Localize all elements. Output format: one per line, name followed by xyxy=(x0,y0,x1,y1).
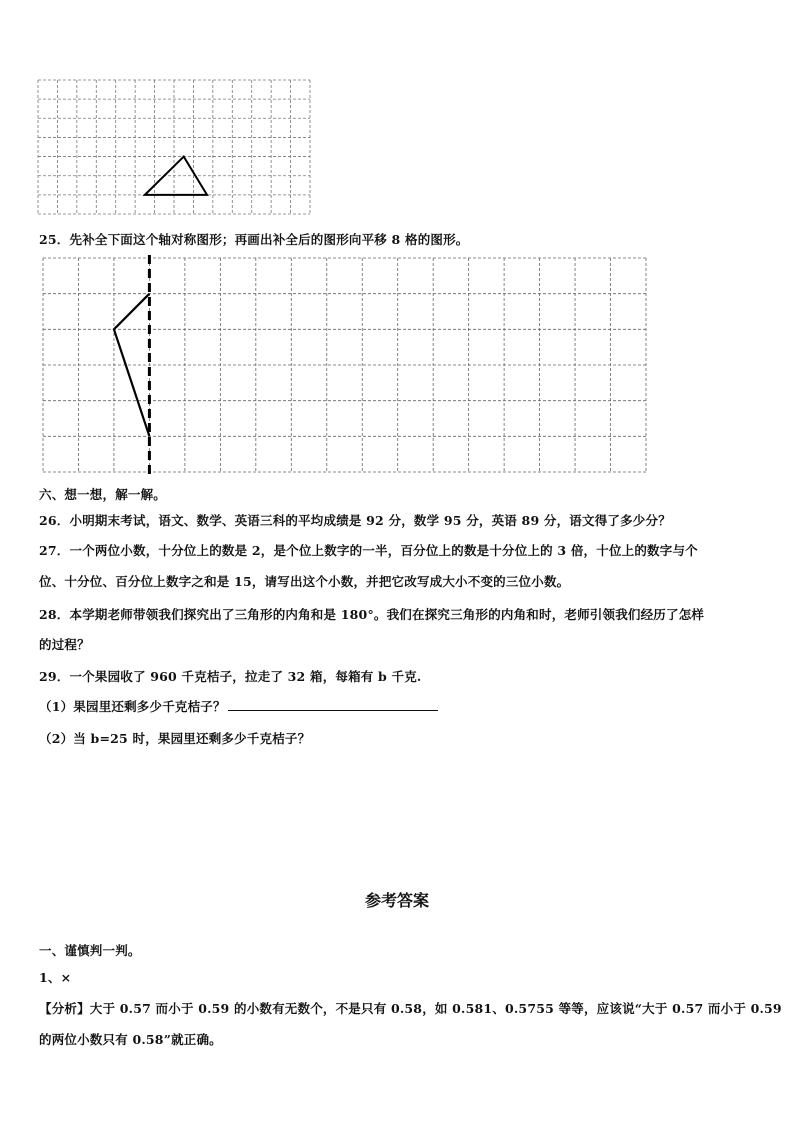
answer-blank[interactable] xyxy=(228,698,438,711)
question-28-line2: 的过程？ xyxy=(39,637,90,652)
analysis-line2: 的两位小数只有 0.58”就正确。 xyxy=(39,1032,222,1047)
question-27-line1: 27．一个两位小数，十分位上的数是 2，是个位上数字的一半，百分位上的数是十分位上的 3 倍，十位上的数字与个 xyxy=(39,543,698,558)
question-29-part1-text: （1）果园里还剩多少千克桔子？ xyxy=(39,699,226,714)
question-26: 26．小明期末考试，语文、数学、英语三科的平均成绩是 92 分，数学 95 分，英语 89 分，语文得了多少分？ xyxy=(39,513,671,528)
symmetry-grid-figure xyxy=(43,258,647,478)
top-grid-figure xyxy=(38,80,312,216)
question-28-line1: 28．本学期老师带领我们探究出了三角形的内角和是 180°。我们在探究三角形的内角和时，老师引领我们经历了怎样 xyxy=(39,607,705,622)
question-25: 25．先补全下面这个轴对称图形；再画出补全后的图形向平移 8 格的图形。 xyxy=(39,232,469,247)
question-29-part2: （2）当 b=25 时，果园里还剩多少千克桔子？ xyxy=(39,731,311,746)
question-29-part1 xyxy=(39,697,438,715)
question-27-line2: 位、十分位、百分位上数字之和是 15，请写出这个小数，并把它改写成大小不变的三位小数。 xyxy=(39,574,570,589)
answer-1: 1、× xyxy=(39,970,72,985)
question-29: 29．一个果园收了 960 千克桔子，拉走了 32 箱，每箱有 b 千克. xyxy=(39,669,422,684)
answer-section-1: 一、谨慎判一判。 xyxy=(39,943,141,958)
analysis-line1: 【分析】大于 0.57 而小于 0.59 的小数有无数个，不是只有 0.58，如 0.581、0.5755 等等，应该说“大于 0.57 而小于 0.59 xyxy=(39,1001,782,1016)
section-6-heading: 六、想一想，解一解。 xyxy=(39,487,167,502)
answer-title: 参考答案 xyxy=(364,891,429,910)
